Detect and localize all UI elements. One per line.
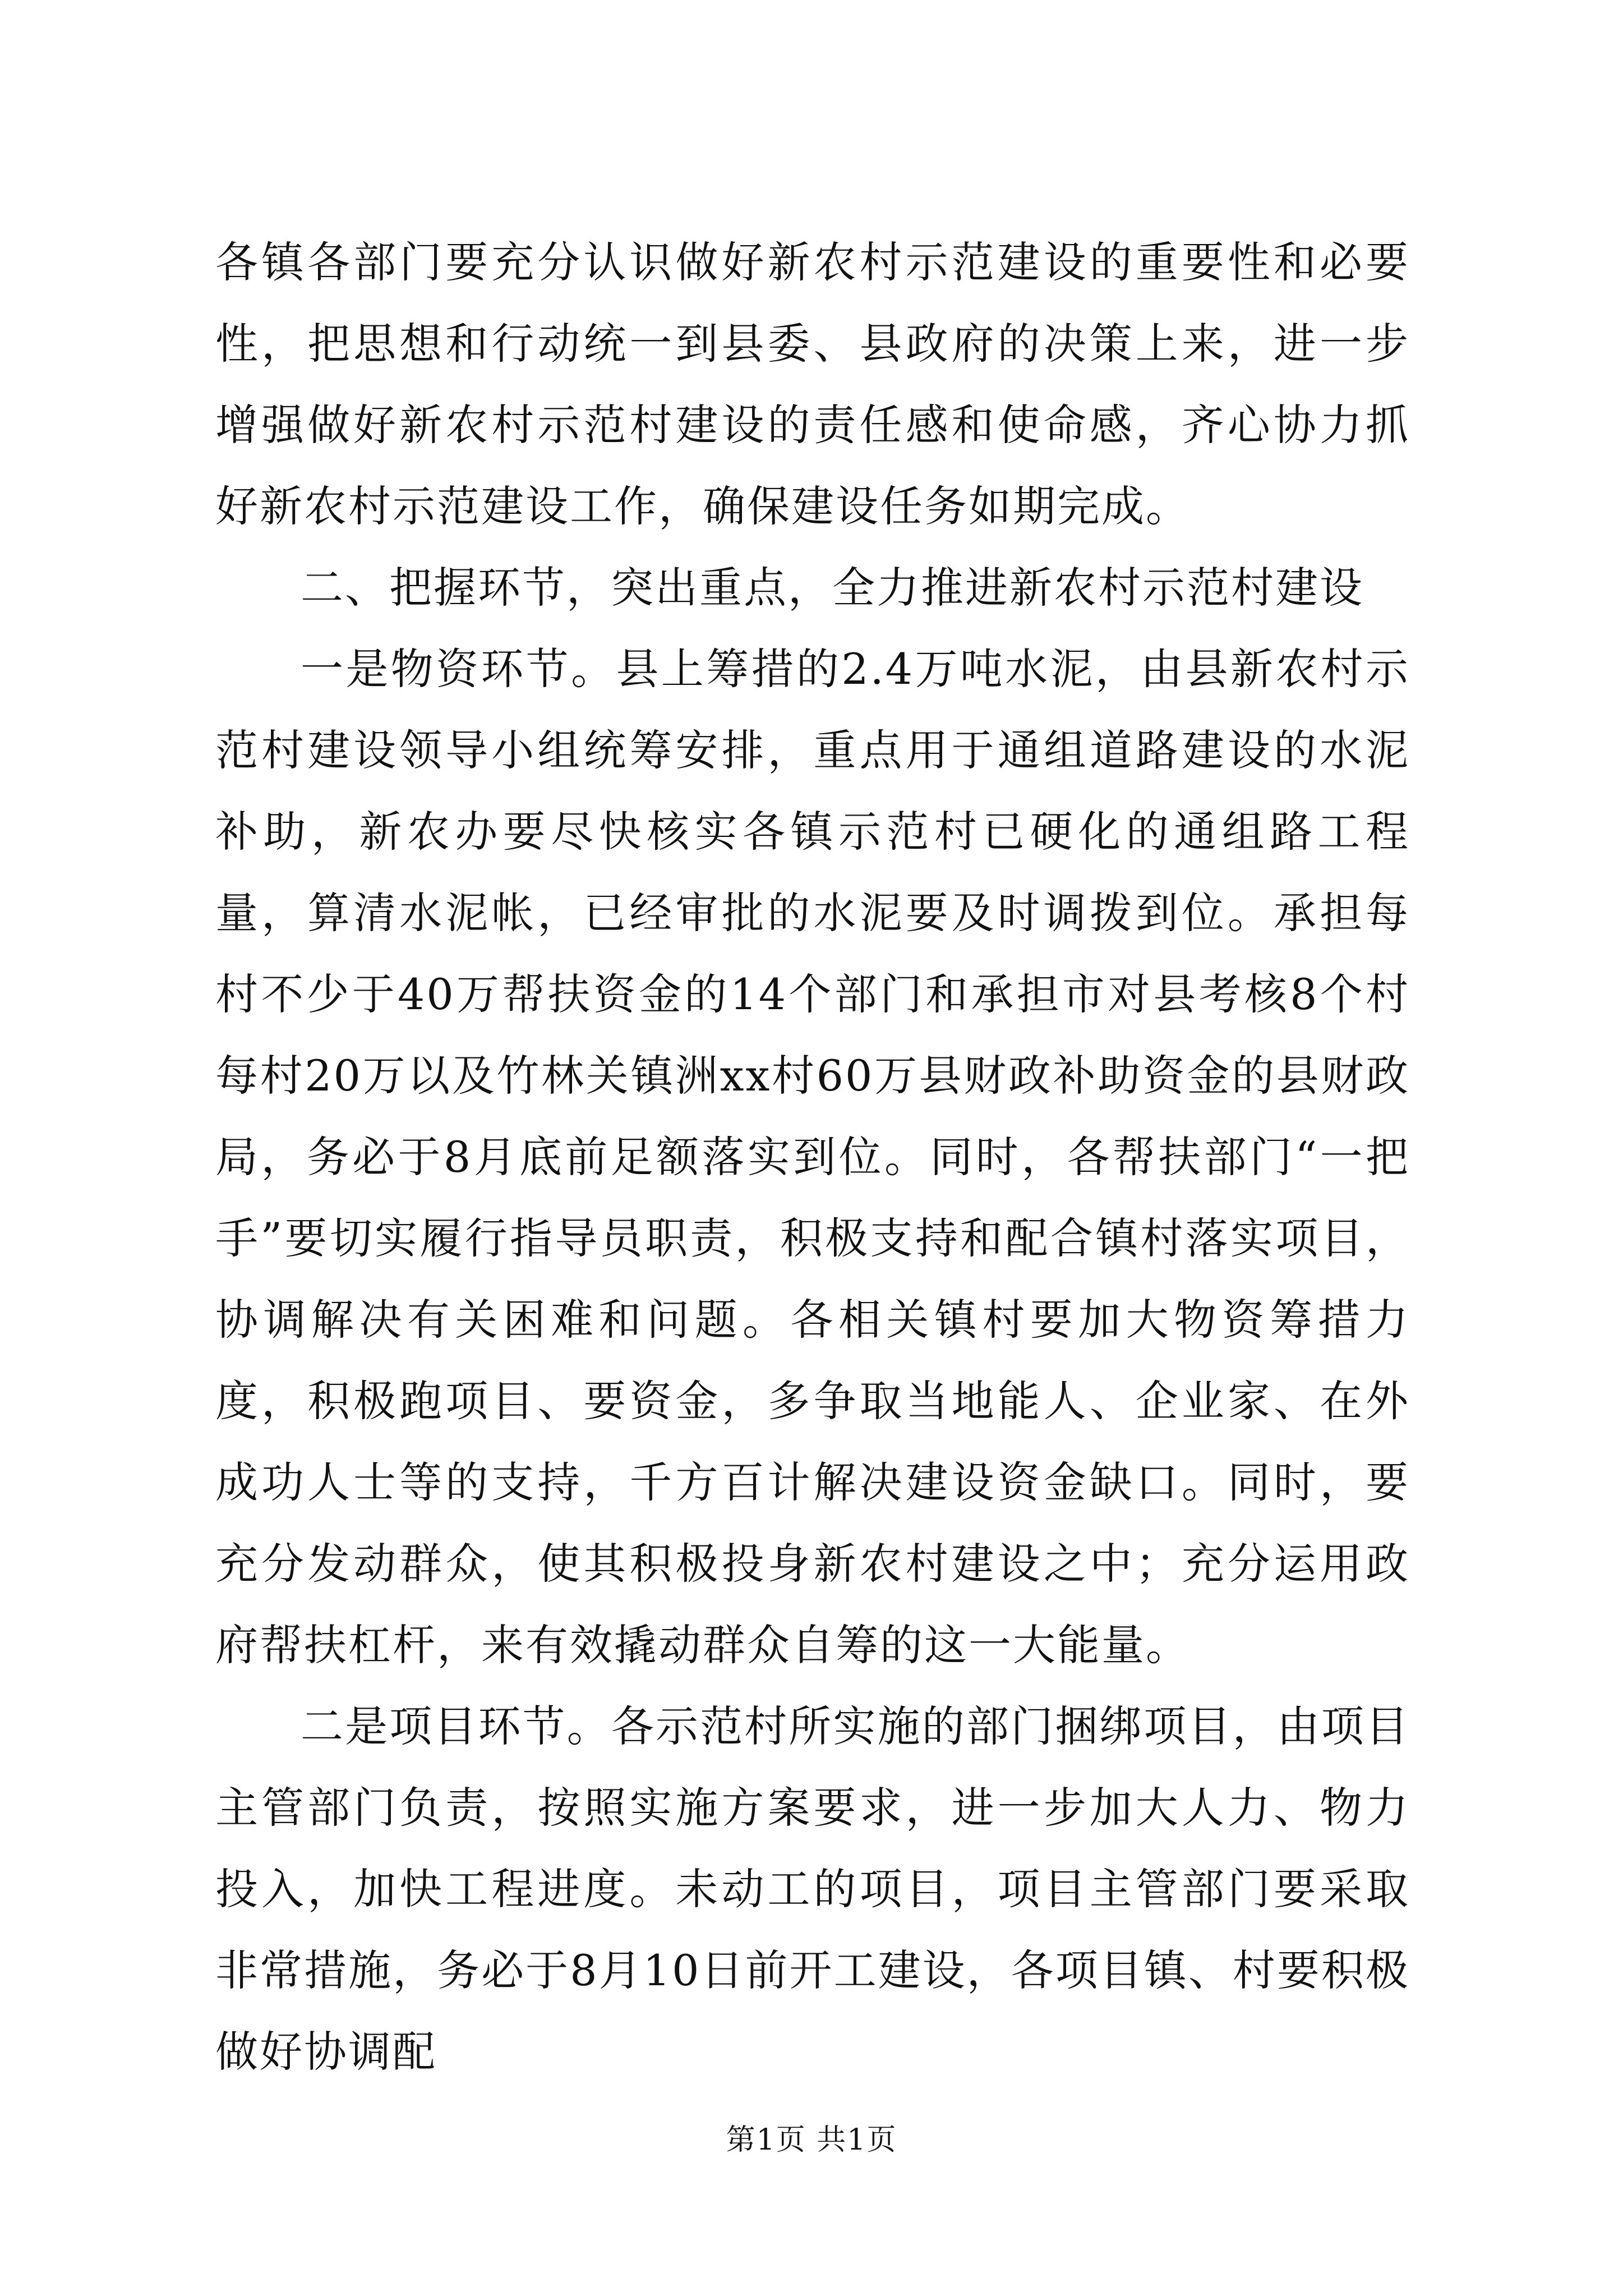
document-body bbox=[215, 222, 1410, 2092]
section-heading: 二、把握环节，突出重点，全力推进新农村示范村建设 bbox=[301, 563, 1364, 613]
paragraph-projects: 二是项目环节。各示范村所实施的部门捆绑项目，由项目主管部门负责，按照实施方案要求，进一步加大人力、物力投入，加快工程进度。未动工的项目，项目主管部门要采取非常措施，务必于8月10日前开工建设，各项目镇、村要积极做好协调配 bbox=[215, 1701, 1410, 2077]
page-footer: 第1页 共1页 bbox=[726, 2123, 897, 2157]
paragraph-materials: 一是物资环节。县上筹措的2.4万吨水泥，由县新农村示范村建设领导小组统筹安排，重点用于通组道路建设的水泥补助，新农办要尽快核实各镇示范村已硬化的通组路工程量，算清水泥帐，已经审批的水泥要及时调拨到位。承担每村不少于40万帮扶资金的14个部门和承担市对县考核8个村每村20万以及竹林关镇洲xx村60万县财政补助资金的县财政局，务必于8月底前足额落实到位。同时，各帮扶部门“一把手”要切实履行指导员职责，积极支持和配合镇村落实项目，协调解决有关困难和问题。各相关镇村要加大物资筹措力度，积极跑项目、要资金，多争取当地能人、企业家、在外成功人士等的支持，千方百计解决建设资金缺口。同时，要充分发动群众，使其积极投身新农村建设之中；充分运用政府帮扶杠杆，来有效撬动群众自筹的这一大能量。 bbox=[215, 644, 1410, 1670]
paragraph-continuation: 各镇各部门要充分认识做好新农村示范建设的重要性和必要性，把思想和行动统一到县委、县政府的决策上来，进一步增强做好新农村示范村建设的责任感和使命感，齐心协力抓好新农村示范建设工作，确保建设任务如期完成。 bbox=[215, 237, 1410, 531]
